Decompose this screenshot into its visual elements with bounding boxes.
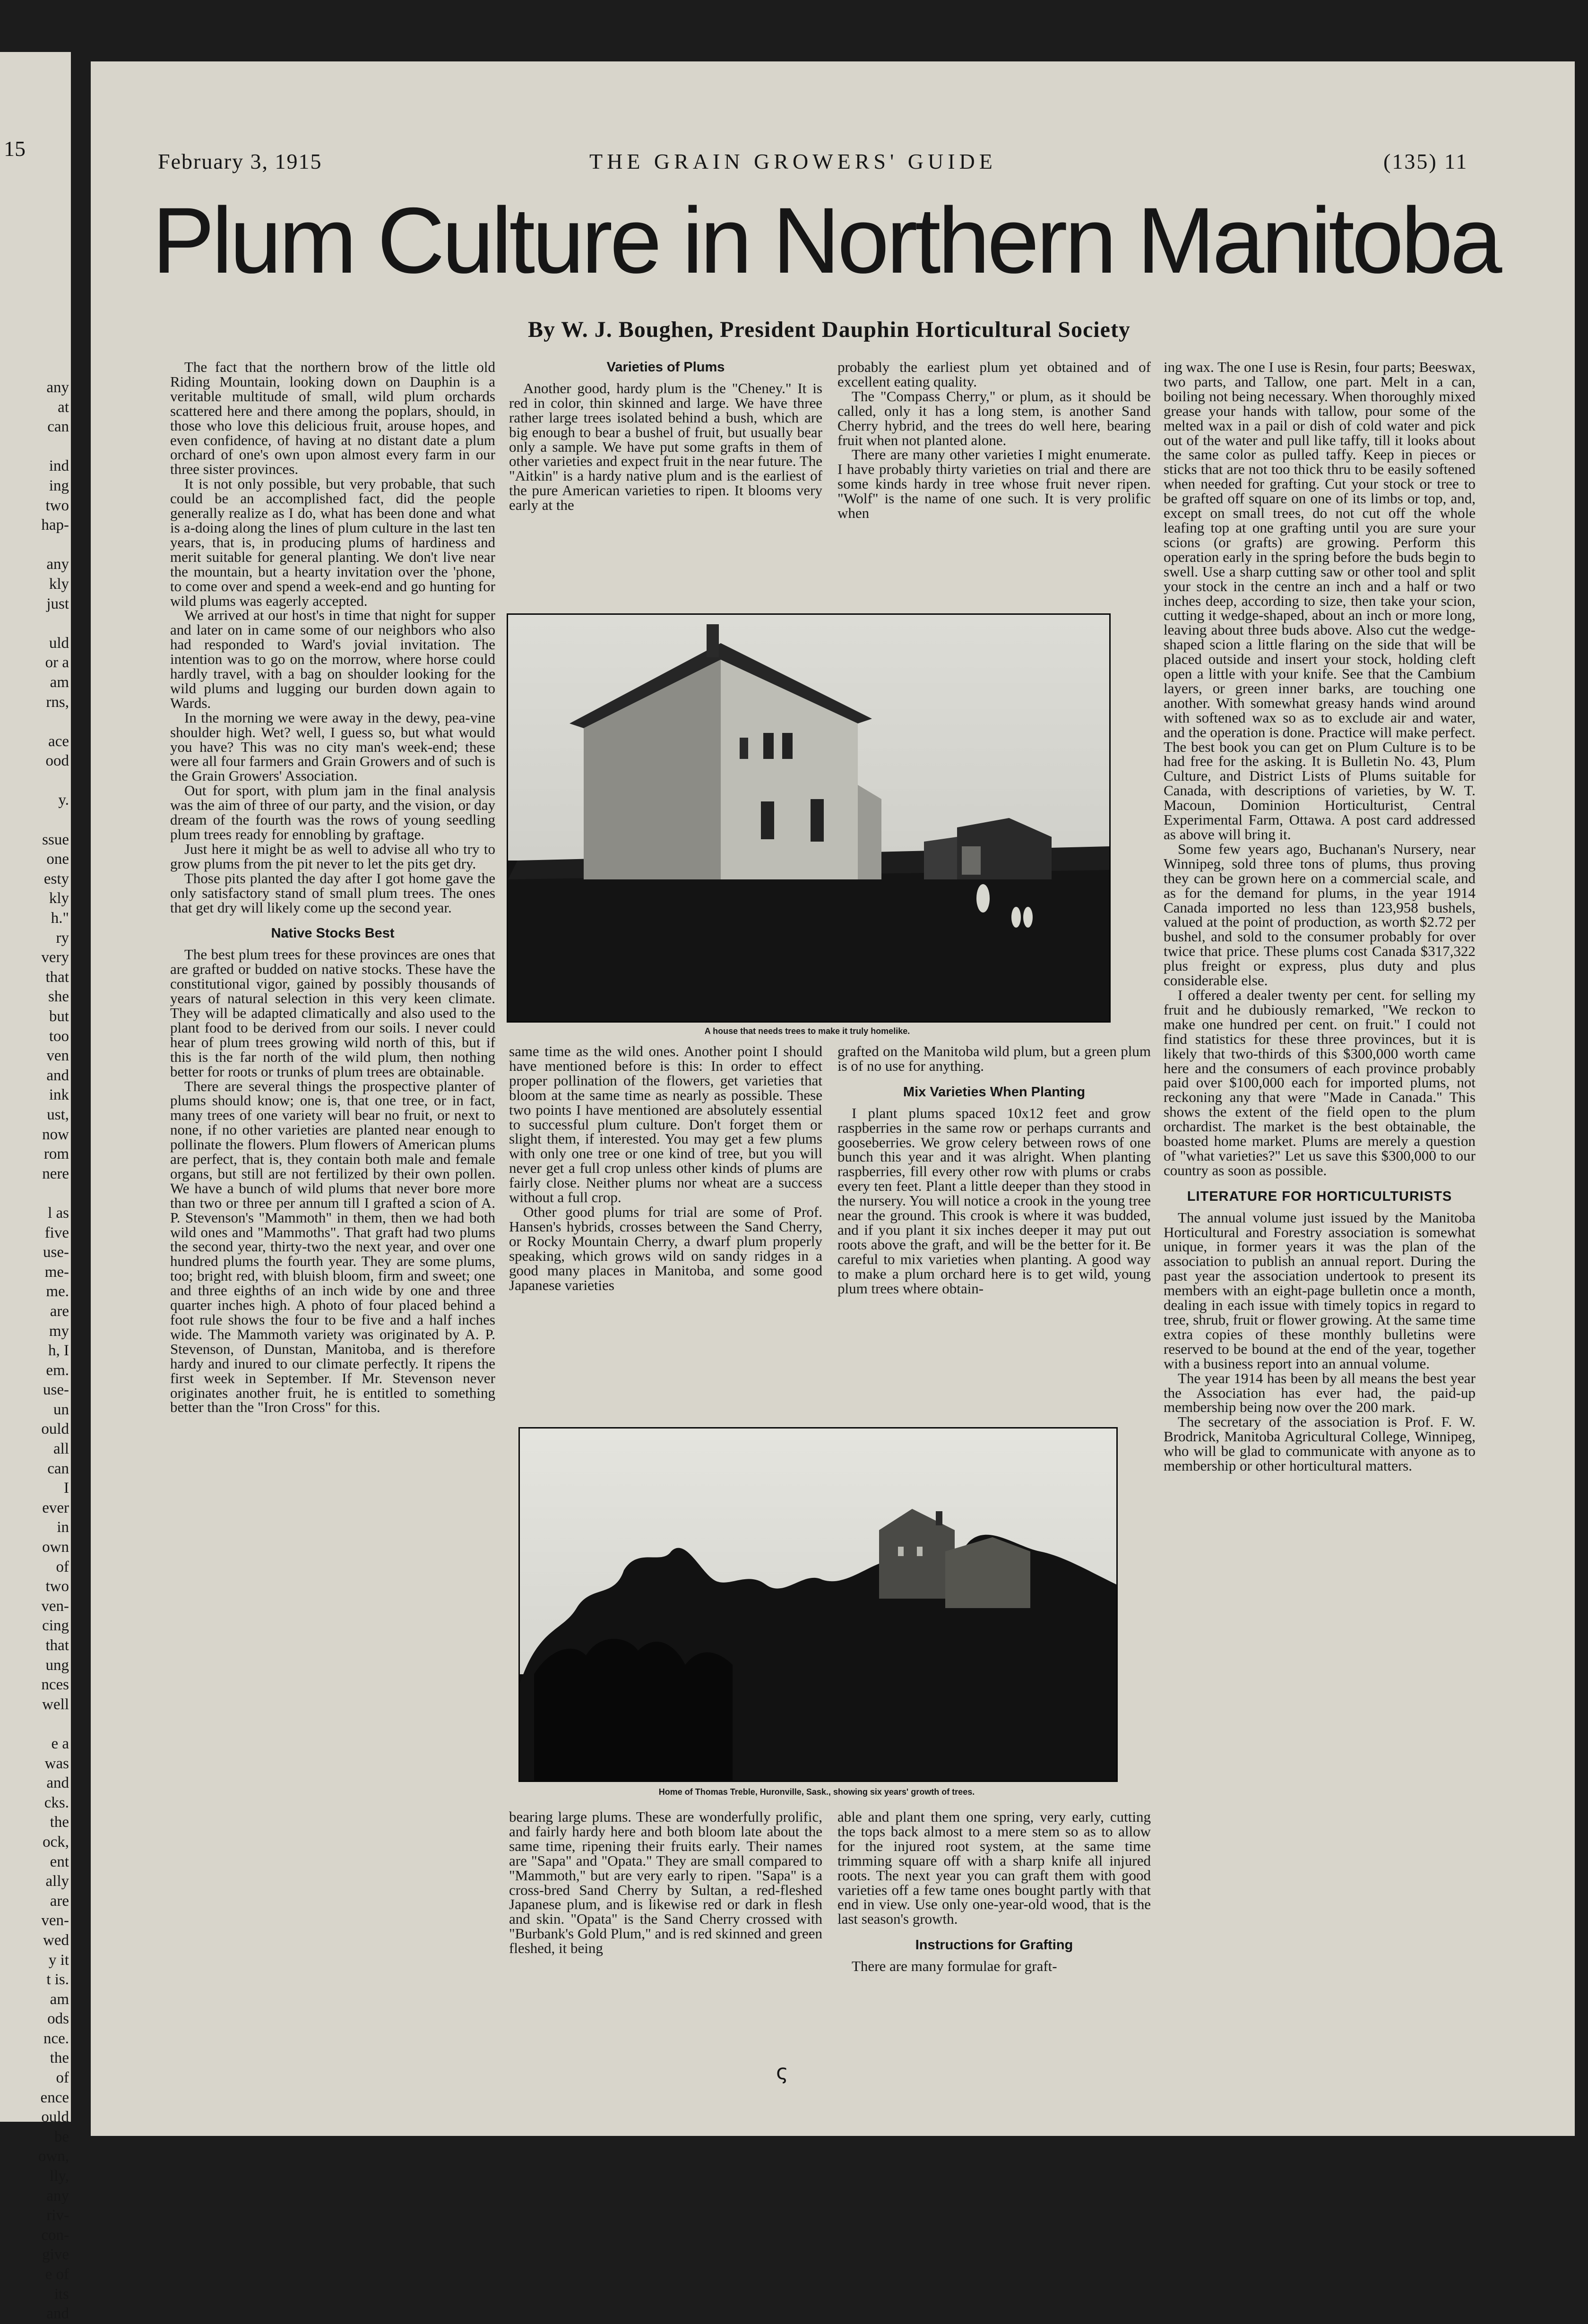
fragment-line [3, 771, 69, 791]
fragment-line: two [45, 497, 69, 514]
pencil-mark: ς [776, 2060, 788, 2084]
column-2-middle [509, 1044, 822, 1356]
paragraph: We arrived at our host's in time that night for supper and later on in came some of our neighbors who also had responded to Ward's jovial invitation. The intention was to go on the morrow, where horse could hardly travel, with a bag on shoulder looking for the wild plums and lugging our burden down again to Wards. [170, 607, 495, 711]
fragment-line: one [46, 851, 69, 868]
paragraph: bearing large plums. These are wonderfully prolific, and fairly hardy here and both bloom late about the same time, ripening their fruits early. Their names are "Sapa" and "Opata." They are small compared to "Mammoth," but are very early to ripen. "Sapa" is a cross-bred Sand Cherry by Sultan, a red-fleshed Japanese plum, and is likewise red or dark in flesh and skin. "Opata" is the Sand Cherry crossed with "Burbank's Gold Plum," and is red skinned and green fleshed, it being [509, 1808, 822, 1957]
column-3-middle [837, 1044, 1151, 1356]
paragraph: The best plum trees for these provinces are ones that are grafted or budded on native stocks. These have the constitutional vigor, gained by possibly thousands of years of natural selection in this very keen climate. They will be adapted climatically and also used to the plant food to be derived from our soils. I never could hear of plum trees growing wild north of this, but if this is the far north of the wild plum, then nothing better for roots or trunks of plum trees are obtainable. [170, 946, 495, 1080]
fragment-line: and [46, 1774, 69, 1792]
paragraph: able and plant them one spring, very early, cutting the tops back almost to a mere stem so as to allow for the injured root system, at the same time trimming square off with a sharp knife all injured roots. The next year you can graft them with good varieties off a few tame ones bought partly with that end in view. Use only one-year-old wood, that is the last season's growth. [837, 1808, 1151, 1928]
fragment-line: rom [43, 1145, 69, 1163]
house-photo [507, 613, 1111, 1023]
fragment-line: hap- [41, 516, 69, 534]
paragraph: The year 1914 has been by all means the best year the Association has ever had, the paid-up membership being now over the 200 mark. [1164, 1369, 1476, 1416]
fragment-line: ust, [47, 1106, 69, 1123]
column-2-top [509, 360, 822, 540]
treble-home-photo-image [520, 1429, 1116, 1781]
paragraph: The secretary of the association is Prof. F. W. Brodrick, Manitoba Agricultural College, Winnipeg, who will be glad to communicate with anyone as to membership or other horticultural matters. [1164, 1413, 1476, 1474]
fragment-line: cks. [44, 1794, 69, 1811]
fragment-line: nces [41, 1676, 69, 1694]
fragment-line [3, 535, 69, 555]
fragment-line: nce. [43, 2030, 69, 2047]
fragment-line: wed [43, 1931, 69, 1949]
fragment-line: ence [40, 2089, 69, 2106]
fragment-line [3, 712, 69, 732]
fragment-line: the [50, 2049, 69, 2067]
fragment-line: t is. [46, 1971, 69, 1988]
fragment-line: own [42, 1539, 69, 1556]
fragment-line: five [44, 1224, 69, 1241]
fragment-line: con- [41, 2226, 69, 2244]
house-photo-caption: A house that needs trees to make it truly homelike. [704, 1026, 910, 1036]
paragraph: The annual volume just issued by the Manitoba Horticultural and Forestry association is somewhat unique, in former years it was the plan of the association to publish an annual report. During the past year the association undertook to present its members with an eight-page bulletin once a month, dealing in each issue with timely topics in regard to tree, shrub, fruit or flower growing. At the same time extra copies of these monthly bulletins were reserved to be bound at the end of the year, together with a business report into an annual volume. [1164, 1209, 1476, 1372]
section-heading: Native Stocks Best [271, 926, 395, 941]
fragment-line: ent [50, 1853, 69, 1870]
fragment-line: nere [42, 1165, 69, 1182]
fragment-line: that [45, 968, 69, 986]
fragment-line: y it [48, 1951, 69, 1969]
fragment-line: and [46, 1067, 69, 1084]
fragment-line: own, [38, 2148, 69, 2165]
paragraph: Those pits planted the day after I got home gave the only satisfactory stand of small plum trees. The ones that get dry will likely come up the second year. [170, 869, 495, 916]
page-number: (135) 11 [1383, 149, 1468, 173]
fragment-line: un [53, 1401, 69, 1418]
paragraph: Out for sport, with plum jam in the final analysis was the aim of three of our party, and the vision, or day dream of the fourth was the rows of young seedling plum trees ready for ennobling by graftage. [170, 782, 495, 843]
fragment-line: ind [49, 457, 69, 475]
fragment-line: of [56, 2069, 69, 2087]
treble-home-photo [518, 1427, 1118, 1782]
fragment-line: e of [45, 2266, 69, 2283]
column-2-bottom [509, 1810, 822, 2112]
section-heading: LITERATURE FOR HORTICULTURISTS [1187, 1188, 1452, 1204]
fragment-line: I [64, 1480, 69, 1497]
article-byline: By W. J. Boughen, President Dauphin Horticultural Society [528, 317, 1131, 342]
fragment-line: can [47, 418, 69, 436]
section-heading: Mix Varieties When Planting [903, 1084, 1086, 1100]
fragment-line: riv- [46, 2207, 69, 2224]
fragment-line: h, I [48, 1342, 69, 1360]
fragment-line [3, 437, 69, 457]
fragment-line: are [50, 1302, 69, 1320]
paragraph: The fact that the northern brow of the little old Riding Mountain, looking down on Dauphin is a veritable multitude of small, wild plum orchards scattered here and there among the poplars, should, in those who love this delicious fruit, arouse hopes, and even confidence, of having at no distant date a plum orchard of one's own upon almost every farm in our three sister provinces. [170, 359, 495, 478]
fragment-line: just [46, 595, 69, 612]
paragraph: In the morning we were away in the dewy, pea-vine shoulder high. Wet? well, I guess so, but what would you have? This was no city man's week-end; these were all four farmers and Grain Growers and of such is the Grain Growers' Association. [170, 709, 495, 784]
fragment-line [3, 810, 69, 830]
fragment-line: lly, [50, 2168, 69, 2185]
fragment-line: its [54, 2285, 69, 2303]
fragment-line: ink [49, 1086, 69, 1104]
fragment-line [3, 614, 69, 634]
fragment-line [3, 1184, 69, 1204]
article-headline: Plum Culture in Northern Manitoba [152, 188, 1500, 293]
paragraph: Other good plums for trial are some of Prof. Hansen's hybrids, crosses between the Sand Cherry, or Rocky Mountain Cherry, a dwarf plum properly speaking, which grows wild on sandy ridges in a good many places in Manitoba, and some good Japanese varieties [509, 1203, 822, 1293]
fragment-line: ood [45, 752, 69, 770]
fragment-line: are [50, 1892, 69, 1910]
column-1 [170, 360, 495, 2099]
section-heading: Instructions for Grafting [915, 1937, 1073, 1953]
fragment-line: all [53, 1440, 69, 1458]
publication-name: THE GRAIN GROWERS' GUIDE [589, 149, 997, 173]
issue-date: February 3, 1915 [158, 149, 322, 173]
paragraph: Some few years ago, Buchanan's Nursery, near Winnipeg, sold three tons of plums, thus proving they can be grown here on a commercial scale, and as for the demand for plums, in the year 1914 Canada imported no less than 123,958 bushels, valued at the point of production, as worth $2.72 per bushel, and sold to the consumer probably for over twice that price. These plums cost Canada $317,322 plus freight or express, plus duty and plus considerable else. [1164, 840, 1476, 989]
fragment-line: me. [46, 1283, 69, 1300]
fragment-line: ry [56, 929, 69, 947]
paragraph: ing wax. The one I use is Resin, four parts; Beeswax, two parts, and Tallow, one part. Melt in a can, boiling not being necessary. When thoroughly mixed grease your hands with tallow, pour some of the melted wax in a pail or dish of cold water and pick out of the water and pull like taffy, till it looks about the same color as pulled taffy. Keep in pieces or sticks that are not too thick thru to be easily softened when needed for grafting. Cut your stock or tree to be grafted off square on one of its limbs or top, and, except on small trees, do not cut off the whole leafing top at one grafting until you are sure your scions (or grafts) are growing. Perform this operation early in the spring before the buds begin to swell. Use a sharp cutting saw or other tool and split your stock in the centre an inch and a half or two inches deep, according to size, then take your scion, cutting it wedge-shaped, about an inch or more long, leaving about three buds above. Also cut the wedge-shaped scion a little flaring on the side that will be placed outside and insert your stock, holding cleft open a little with your knife. See that the Cambium layers, or green inner barks, are touching one another. With somewhat greasy hands wind around with softened wax so as to exclude air and water, and the operation is done. Practice will make perfect. The best book you can get on Plum Culture is to be had free for the asking. It is Bulletin No. 43, Plum Culture, and District Lists of Plums suitable for Canada, with descriptions of varieties, by W. T. Macoun, Dominion Horticulturist, Central Experimental Farm, Ottawa. A post card addressed as above will bring it. [1164, 359, 1476, 843]
fragment-line: that [45, 1637, 69, 1654]
fragment-line: l as [48, 1204, 69, 1222]
fragment-line: ace [48, 732, 69, 750]
fragment-line: any [46, 556, 69, 573]
fragment-line: she [48, 988, 69, 1006]
paragraph: There are many formulae for graft- [852, 1958, 1057, 1975]
paragraph: There are several things the prospective planter of plums should know; one is, that one tree, or in fact, many trees of one variety will bear no fruit, or next to none, if no other varieties are planted near enough to pollinate the flowers. Plum flowers of American plums are perfect, that is, they contain both male and female organs, but still are not fertilized by their own pollen. We have a bunch of wild plums that never bore more than two or three per annum till I grafted a scion of A. P. Stevenson's "Mammoth" in them, then we had both wild ones and "Mammoths". That graft had two plums the second year, thirty-two the next year, and over one hundred plums the fourth year. They are some plums, too; bright red, with bluish bloom, firm and sweet; one and three eighths of an inch wide by one and three quarter inches high. A photo of four placed behind a foot rule shows the four to be five and a half inches wide. The Mammoth variety was originated by A. P. Stevenson, of Dunstan, Manitoba, and is therefore hardy and inured to our climate perfectly. It ripens the first week in September. If Mr. Stevenson never originates another fruit, he is entitled to something better than the "Iron Cross" for this. [170, 1077, 495, 1416]
fragment-line: any [46, 2187, 69, 2204]
fragment-line [3, 1714, 69, 1734]
fragment-line: ally [45, 1873, 69, 1890]
treble-home-photo-caption: Home of Thomas Treble, Huronville, Sask., showing six years' growth of trees. [658, 1787, 975, 1797]
fragment-line: e a [51, 1735, 69, 1752]
paragraph: Another good, hardy plum is the "Cheney." It is red in color, thin skinned and large. We have three rather large trees isolated behind a bush, which are big enough to bear a bushel of fruit, but usually bear only a sample. We have put some grafts in them of other varieties and expect fruit in the near future. The "Aitkin" is a hardy native plum and is the earliest of the pure American varieties to ripen. It blooms very early at the [509, 379, 822, 514]
fragment-line: ock, [43, 1833, 69, 1851]
fragment-line: well [42, 1696, 69, 1713]
previous-page-number: 15 [4, 137, 26, 161]
fragment-line: very [41, 949, 69, 966]
paragraph: grafted on the Manitoba wild plum, but a green plum is of no use for anything. [837, 1043, 1151, 1074]
previous-page-text-fragments [3, 378, 69, 2324]
fragment-line: or a [45, 654, 69, 671]
paragraph: The "Compass Cherry," or plum, as it should be called, only it has a long stem, is another Sand Cherry hybrid, and the trees do well here, bearing fruit when not planted alone. [837, 387, 1151, 448]
fragment-line: any [46, 379, 69, 396]
fragment-line: now [42, 1126, 69, 1143]
column-4 [1164, 360, 1476, 2099]
fragment-line: am [50, 673, 69, 691]
paragraph: There are many other varieties I might enumerate. I have probably thirty varieties on trial and there are some kinds hardy in tree whose fruit never ripen. "Wolf" is the name of one such. It is very prolific when [837, 446, 1151, 522]
column-3-top [837, 360, 1151, 540]
fragment-line: rns, [46, 693, 69, 711]
fragment-line: ods [47, 2010, 69, 2028]
fragment-line: two [45, 1578, 69, 1595]
fragment-line: ing [49, 477, 69, 494]
fragment-line: give [42, 2246, 69, 2264]
fragment-line: the [50, 1814, 69, 1831]
paragraph: I plant plums spaced 10x12 feet and grow raspberries in the same row or perhaps currants and gooseberries. We grow celery between rows of one bunch this year and it was alright. When planting raspberries, fill every other row with plums or crabs every ten feet. Plant a little deeper than they stood in the nursery. You will notice a crook in the young tree near the ground. This crook is where it was budded, and if you plant it six inches deeper it may put out roots above the graft, and will be the better for it. Be careful to mix varieties when planting. A good way to make a plum orchard here is to get wild, young plum trees where obtain- [837, 1104, 1151, 1297]
newspaper-page [91, 61, 1575, 2136]
fragment-line: ould [41, 2109, 69, 2126]
fragment-line: at [58, 398, 69, 416]
paragraph: It is not only possible, but very probable, that such could be an accomplished fact, did the people generally realize as I do, what has been done and what is a-doing along the lines of plum culture in the last ten years, that is, in producing plums of hardiness and merit suitable for general planting. We don't live near the mountain, but a hearty invitation over the 'phone, to come over and spend a week-end and go hunting for wild plums was eagerly accepted. [170, 475, 495, 609]
paragraph: same time as the wild ones. Another point I should have mentioned before is this: In order to effect proper pollination of the flowers, get varieties that bloom at the same time as nearly as possible. These two points I have mentioned are absolutely essential to successful plum culture. Don't forget them or slight them, if interested. You may get a few plums with only one tree or one kind of tree, but you will never get a full crop unless other kinds of plums are fairly close. Neither plums nor wheat are a success without a full crop. [509, 1043, 822, 1206]
fragment-line: and [46, 2305, 69, 2323]
fragment-line: ven- [41, 1597, 69, 1615]
fragment-line: kly [49, 575, 69, 593]
section-heading: Varieties of Plums [606, 360, 725, 375]
fragment-line: em. [46, 1361, 69, 1379]
fragment-line: be [54, 2128, 69, 2145]
fragment-line: kly [49, 890, 69, 907]
paragraph: probably the earliest plum yet obtained and of excellent eating quality. [837, 359, 1151, 390]
fragment-line: am [50, 1990, 69, 2008]
fragment-line: but [49, 1008, 69, 1025]
fragment-line: me- [44, 1263, 69, 1281]
fragment-line: uld [49, 634, 69, 652]
paragraph: I offered a dealer twenty per cent. for selling my fruit and he dubiously remarked, "We reckon to make one hundred per cent. on fruit." I could not find statistics for these three provinces, but it is likely that two-thirds of this $300,000 worth came here and the consumers of each province probably paid over $100,000 each for imported plums, not reckoning any that were "Made in Canada." This shows the extent of the field open to the plum orchardist. The market is the best obtainable, the boasted home market. Plums are merely a question of "what varieties?" Let us save this $300,000 to our country as soon as possible. [1164, 986, 1476, 1179]
fragment-line: can [47, 1460, 69, 1477]
fragment-line: esty [43, 870, 69, 887]
fragment-line: in [57, 1519, 69, 1536]
fragment-line: my [49, 1322, 69, 1340]
fragment-line: ung [45, 1656, 69, 1674]
fragment-line: h." [51, 910, 69, 927]
column-3-bottom [837, 1810, 1151, 2112]
fragment-line: use- [43, 1244, 69, 1261]
fragment-line: too [49, 1027, 69, 1045]
fragment-line: y. [58, 792, 69, 809]
fragment-line: ven- [41, 1912, 69, 1929]
fragment-line: was [44, 1755, 69, 1772]
previous-page-edge [0, 52, 71, 2323]
fragment-line: ven [46, 1047, 69, 1065]
fragment-line: ever [42, 1499, 69, 1516]
fragment-line: ssue [42, 831, 69, 848]
fragment-line: of [56, 1558, 69, 1575]
fragment-line: use- [43, 1381, 69, 1399]
fragment-line: cing [42, 1617, 69, 1635]
house-photo-image [508, 615, 1109, 1021]
fragment-line: ould [41, 1420, 69, 1438]
paragraph: Just here it might be as well to advise all who try to grow plums from the pit never to let the pits get dry. [170, 840, 495, 872]
